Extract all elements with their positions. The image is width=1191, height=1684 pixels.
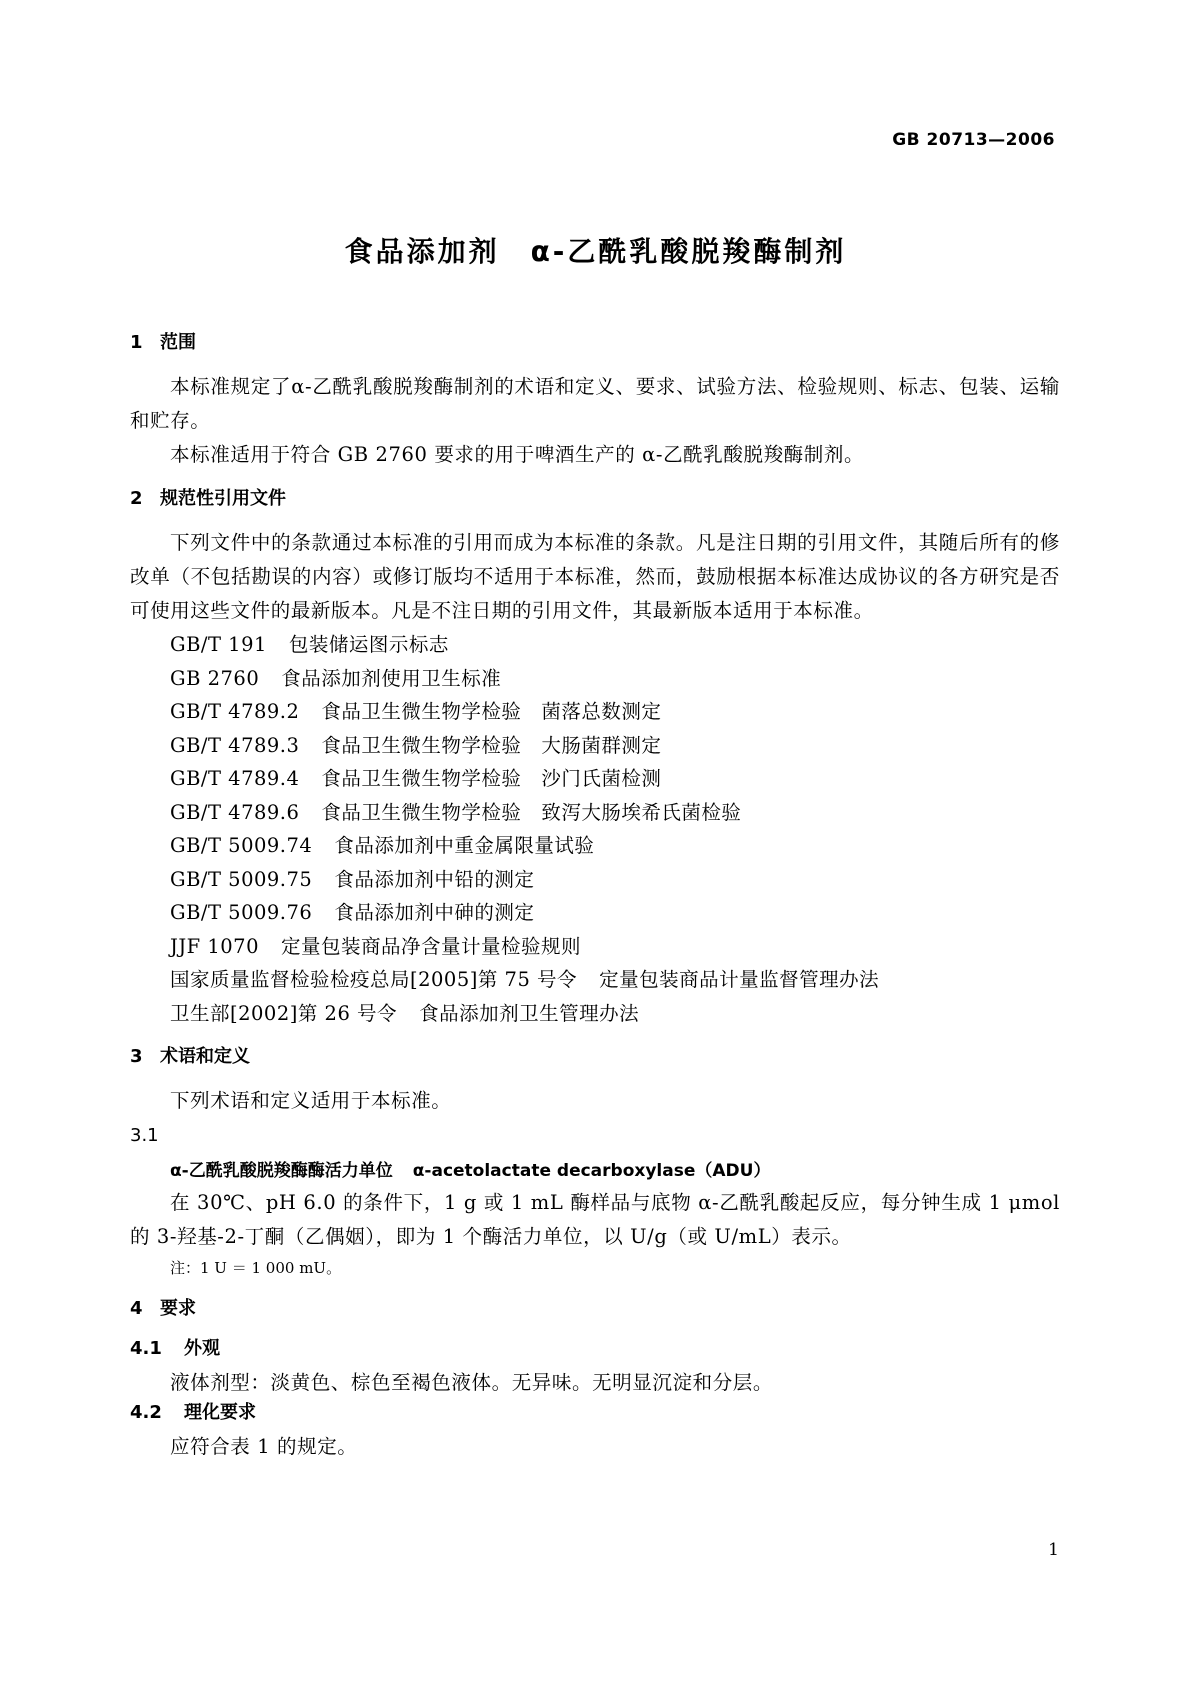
reference-code: GB 2760 [170,666,260,690]
reference-list [130,628,1060,1030]
reference-code: GB/T 5009.74 [170,834,313,857]
reference-item [130,829,1060,863]
section-title: 范围 [160,332,196,353]
subsection-title: 理化要求 [184,1402,256,1423]
references-intro: 下列文件中的条款通过本标准的引用而成为本标准的条款。凡是注日期的引用文件，其随后所有的修改单（不包括勘误的内容）或修订版均不适用于本标准，然而，鼓励根据本标准达成协议的各方研究是否可使用这些文件的最新版本。凡是不注日期的引用文件，其最新版本适用于本标准。 [130,531,1060,622]
reference-title: 食品添加剂中重金属限量试验 [334,834,595,857]
reference-item [130,695,1060,729]
reference-code: GB/T 5009.75 [170,867,313,891]
section-4-heading [130,1296,1060,1322]
scope-paragraph: 本标准规定了α-乙酰乳酸脱羧酶制剂的术语和定义、要求、试验方法、检验规则、标志、包装、运输和贮存。 [130,375,1060,432]
section-3-heading [130,1044,1060,1070]
reference-item [130,930,1060,964]
reference-title: 食品添加剂使用卫生标准 [281,666,502,690]
subsection-number: 4.2 [130,1402,162,1423]
section-title: 术语和定义 [160,1046,250,1067]
reference-title: 食品添加剂卫生管理办法 [419,1001,640,1025]
terms-intro: 下列术语和定义适用于本标准。 [170,1089,452,1112]
reference-code: 卫生部[2002]第 26 号令 [170,1001,398,1025]
reference-title: 食品卫生微生物学检验 大肠菌群测定 [321,733,662,757]
section-number: 1 [130,332,143,353]
reference-item [130,729,1060,763]
section-number: 3 [130,1046,143,1067]
section-title: 规范性引用文件 [160,488,286,509]
reference-title: 食品卫生微生物学检验 沙门氏菌检测 [321,767,662,790]
appearance-text: 液体剂型：淡黄色、棕色至褐色液体。无异味。无明显沉淀和分层。 [170,1371,774,1394]
document-title: 食品添加剂 α-乙酰乳酸脱羧酶制剂 [344,235,847,268]
reference-item [130,796,1060,830]
subsection-4-2-heading [130,1400,1060,1426]
reference-code: GB/T 191 [170,633,267,656]
reference-title: 食品添加剂中砷的测定 [334,901,535,924]
scope-paragraph: 本标准适用于符合 GB 2760 要求的用于啤酒生产的 α-乙酰乳酸脱羧酶制剂。 [170,443,865,466]
reference-code: GB/T 4789.4 [170,767,300,790]
term-note: 注：1 U ＝ 1 000 mU。 [170,1259,342,1277]
term-definition: 在 30℃、pH 6.0 的条件下，1 g 或 1 mL 酶样品与底物 α-乙酰乳酸起反应，每分钟生成 1 μmol 的 3-羟基-2-丁酮（乙偶姻），即为 1 个酶活力单位，以 U/g（或 U/mL）表示。 [130,1191,1060,1248]
subsection-4-1-heading [130,1336,1060,1362]
reference-code: JJF 1070 [170,934,259,958]
term-title-zh: α-乙酰乳酸脱羧酶酶活力单位 [170,1161,393,1181]
term-number: 3.1 [130,1125,159,1146]
reference-item [130,762,1060,796]
reference-title: 定量包装商品计量监督管理办法 [599,968,880,991]
reference-code: GB/T 4789.3 [170,733,300,757]
reference-item [130,662,1060,696]
reference-item [130,997,1060,1031]
section-1-heading [130,330,1060,356]
section-number: 2 [130,488,143,509]
reference-item [130,863,1060,897]
subsection-number: 4.1 [130,1338,162,1359]
reference-title: 定量包装商品净含量计量检验规则 [281,934,582,958]
reference-title: 包装储运图示标志 [288,633,449,656]
section-2-heading [130,486,1060,512]
reference-code: 国家质量监督检验检疫总局[2005]第 75 号令 [170,968,578,991]
term-title [130,1156,1060,1186]
reference-title: 食品添加剂中铅的测定 [334,867,535,891]
section-number: 4 [130,1298,143,1319]
reference-title: 食品卫生微生物学检验 菌落总数测定 [321,700,662,723]
subsection-title: 外观 [184,1338,220,1359]
section-title: 要求 [160,1298,196,1319]
reference-title: 食品卫生微生物学检验 致泻大肠埃希氏菌检验 [321,800,742,824]
reference-code: GB/T 4789.6 [170,800,300,824]
reference-item [130,963,1060,997]
standard-code: GB 20713—2006 [892,130,1055,150]
reference-code: GB/T 4789.2 [170,700,300,723]
physicochemical-text: 应符合表 1 的规定。 [170,1435,358,1458]
reference-item [130,628,1060,662]
page-number: 1 [1048,1540,1059,1560]
term-title-en: α-acetolactate decarboxylase（ADU） [412,1161,771,1181]
reference-code: GB/T 5009.76 [170,901,313,924]
reference-item [130,896,1060,930]
document-body [130,330,1060,1464]
